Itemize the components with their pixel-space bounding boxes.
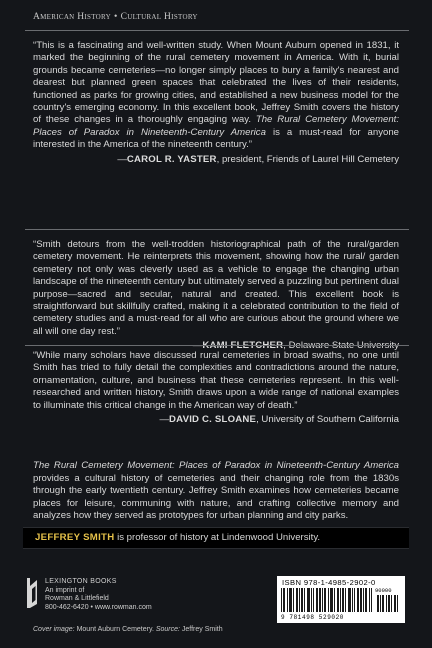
barcode-bar bbox=[322, 588, 323, 612]
barcode-bar bbox=[307, 588, 308, 612]
barcode-addon-bar bbox=[397, 595, 398, 612]
blurb-book-title: The Rural Cemetery Movement: Places of Paradox in Nineteenth-Century America bbox=[33, 114, 399, 138]
barcode-bar bbox=[352, 588, 353, 612]
barcode-bar bbox=[311, 588, 312, 612]
barcode-addon-bar bbox=[394, 595, 395, 612]
barcode-bar bbox=[289, 588, 290, 612]
barcode-bar bbox=[308, 588, 309, 612]
blurb-sloane bbox=[33, 350, 399, 426]
book-description bbox=[33, 460, 399, 523]
barcode-bar bbox=[369, 588, 370, 612]
blurb-yaster bbox=[33, 40, 399, 166]
barcode-bar bbox=[297, 588, 298, 612]
barcode-bar bbox=[283, 588, 284, 612]
barcode-bar bbox=[319, 588, 320, 612]
barcode-bar bbox=[287, 588, 288, 612]
barcode-addon-bar bbox=[395, 595, 396, 612]
barcode-bar bbox=[365, 588, 366, 612]
cover-credit-text: Mount Auburn Cemetery. bbox=[74, 626, 156, 633]
publisher-line2: Rowman & Littlefield bbox=[45, 595, 109, 603]
subject-categories bbox=[33, 12, 198, 22]
barcode-bar bbox=[328, 588, 329, 612]
barcode-addon-bar bbox=[389, 595, 390, 612]
barcode-bar bbox=[302, 588, 303, 612]
barcode-bar bbox=[304, 588, 305, 612]
isbn-barcode bbox=[277, 576, 405, 623]
barcode-bar bbox=[343, 588, 344, 612]
blurb-attribution: —DAVID C. SLOANE, University of Southern California bbox=[159, 414, 399, 426]
barcode-bar bbox=[340, 588, 341, 612]
barcode-bar bbox=[357, 588, 358, 612]
author-bio bbox=[35, 532, 320, 543]
isbn-number: ISBN 978-1-4985-2902-0 bbox=[282, 578, 376, 587]
barcode-bar bbox=[349, 588, 350, 612]
barcode-bar bbox=[354, 588, 355, 612]
barcode-bar bbox=[358, 588, 359, 612]
barcode-bar bbox=[360, 588, 361, 612]
barcode-bar bbox=[334, 588, 335, 612]
barcode-bar bbox=[309, 588, 310, 612]
barcode-bar bbox=[337, 588, 338, 612]
publisher-logo-icon bbox=[26, 578, 38, 608]
barcode-bar bbox=[293, 588, 294, 612]
barcode-bar bbox=[345, 588, 346, 612]
blurb-attribution: —CAROL R. YASTER, president, Friends of Laurel Hill Cemetery bbox=[117, 153, 399, 165]
barcode-bar bbox=[291, 588, 292, 612]
blurb-text: “Smith detours from the well-trodden historiographical path of the rural/garden cemetery movement. He reinterprets this movement, showing how the rural/ garden cemetery not only was cleverly used as a vehicle to engage the changing urban landscape of the nineteenth century but ultimately served a puzzling but pertinent dual purpose—sacred and secular, natural and created. This excellent book is straightforward but skillfully crafted, making it a celebrated contribution to the field of cemetery studies and a must-read for all who are curious about the ground where we all will one day rest.” bbox=[33, 239, 399, 337]
barcode-addon-bar bbox=[388, 595, 389, 612]
barcode-bar bbox=[301, 588, 302, 612]
barcode-bar bbox=[331, 588, 332, 612]
barcode-bar bbox=[332, 588, 333, 612]
barcode-bar bbox=[313, 588, 314, 612]
author-name: JEFFREY SMITH bbox=[35, 532, 115, 543]
barcode-bar bbox=[299, 588, 300, 612]
barcode-digits: 9 781498 529020 bbox=[281, 614, 345, 621]
divider-top bbox=[25, 30, 409, 31]
barcode-bar bbox=[342, 588, 343, 612]
barcode-bar bbox=[363, 588, 364, 612]
barcode-bar bbox=[325, 588, 326, 612]
barcode-bar bbox=[290, 588, 291, 612]
subject-bullet: • bbox=[113, 12, 118, 22]
reviewer-name: CAROL R. YASTER bbox=[126, 153, 217, 165]
barcode-bar bbox=[284, 588, 285, 612]
barcode-bar bbox=[348, 588, 349, 612]
cover-source-label: Source: bbox=[155, 626, 180, 633]
barcode-bar bbox=[330, 588, 331, 612]
barcode-bar bbox=[281, 588, 282, 612]
barcode-addon-bar bbox=[391, 595, 392, 612]
publisher-name: LEXINGTON BOOKS bbox=[45, 578, 117, 585]
reviewer-name: DAVID C. SLOANE bbox=[169, 414, 257, 426]
barcode-bar bbox=[324, 588, 325, 612]
barcode-addon-bar bbox=[378, 595, 379, 612]
subject-left: American History bbox=[33, 12, 111, 22]
description-book-title: The Rural Cemetery Movement: Places of Paradox in Nineteenth-Century America bbox=[33, 460, 399, 471]
barcode-bar bbox=[317, 588, 318, 612]
barcode-bar bbox=[350, 588, 351, 612]
blurb-text: “While many scholars have discussed rural cemeteries in broad swaths, no one until Smith has tried to fully detail the complexities and contradictions around the nature, ornamentation, culture, and business that these cemeteries represent. In this well-researched and written history, Smith draws upon a wide range of national examples to illuminate this critical change in the American way of death.” bbox=[33, 350, 399, 411]
barcode-bar bbox=[316, 588, 317, 612]
cover-source: Jeffrey Smith bbox=[179, 626, 223, 633]
barcode-addon-bar bbox=[386, 595, 387, 612]
subject-right: Cultural History bbox=[120, 12, 198, 22]
reviewer-affiliation: , president, Friends of Laurel Hill Cemetery bbox=[216, 153, 399, 165]
cover-credit-label: Cover image: bbox=[33, 626, 75, 633]
reviewer-affiliation: , University of Southern California bbox=[256, 414, 399, 426]
barcode-bar bbox=[320, 588, 321, 612]
divider-lower bbox=[25, 345, 409, 346]
barcode-addon-bar bbox=[382, 595, 383, 612]
barcode-bar bbox=[338, 588, 339, 612]
publisher-contact: 800-462-6420 • www.rowman.com bbox=[45, 604, 152, 612]
barcode-addon-bar bbox=[377, 595, 378, 612]
publisher-info bbox=[45, 578, 152, 613]
barcode-addon-bar bbox=[380, 595, 381, 612]
barcode-addon: 90000 bbox=[375, 587, 392, 594]
author-bio-text: is professor of history at Lindenwood University. bbox=[114, 532, 321, 543]
blurb-fletcher bbox=[33, 239, 399, 353]
author-band bbox=[23, 527, 409, 549]
cover-credit bbox=[33, 626, 223, 633]
publisher-line1: An imprint of bbox=[45, 586, 85, 594]
barcode-addon-bar bbox=[383, 595, 384, 612]
barcode-bar bbox=[361, 588, 362, 612]
divider-middle bbox=[25, 229, 409, 230]
barcode-bar bbox=[371, 588, 372, 612]
blurb-text: “This is a fascinating and well-written study. When Mount Auburn opened in 1831, it marked the beginning of the rural cemetery movement in America. With it, burial grounds became cemeteries—no longer simply places to bury a family's nearest and dearest but planned green spaces that celebrated the lives of their residents, functioned as parks for growing cities, and established a new business model for the country's emerging economy. In this excellent book, Jeffrey Smith covers the history of these changes in a thoroughly engaging way. bbox=[33, 40, 399, 126]
barcode-bar bbox=[366, 588, 367, 612]
description-text: provides a cultural history of cemeteries and their changing role from the 1830s through the early twentieth century. Jeffrey Smith examines how cemeteries became places for leisure, communing with nature, and crafting collective memory and analyzes how they served as prototypes for urban planning and city parks. bbox=[33, 472, 399, 522]
barcode-bar bbox=[296, 588, 297, 612]
blurb-text-end: is a must-read for anyone interested in the America of the nineteenth century.” bbox=[33, 126, 400, 151]
